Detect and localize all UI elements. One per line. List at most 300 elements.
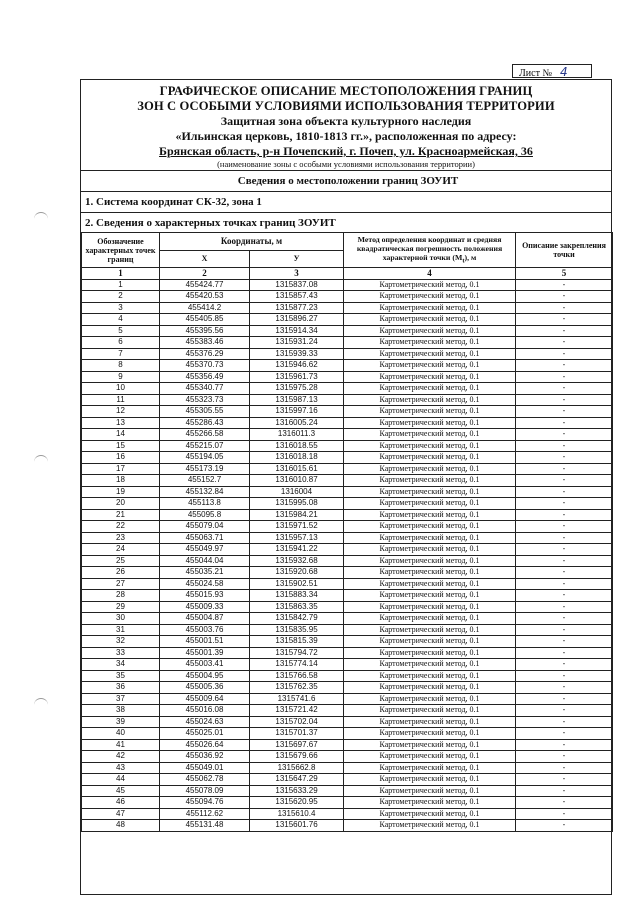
method-cell: Картометрический метод, 0.1 <box>344 705 516 717</box>
table-row <box>82 751 613 763</box>
sheet-number: 4 <box>559 65 568 79</box>
description-cell: - <box>516 728 613 740</box>
table-row <box>82 325 613 337</box>
x-coordinate-cell: 455044.04 <box>160 555 250 567</box>
method-cell: Картометрический метод, 0.1 <box>344 728 516 740</box>
y-coordinate-cell: 1315914.34 <box>250 325 344 337</box>
x-coordinate-cell: 455113.8 <box>160 498 250 510</box>
table-row <box>82 452 613 464</box>
table-row <box>82 383 613 395</box>
description-cell: - <box>516 337 613 349</box>
y-coordinate-cell: 1315931.24 <box>250 337 344 349</box>
y-coordinate-cell: 1315857.43 <box>250 291 344 303</box>
point-number-cell: 16 <box>82 452 160 464</box>
table-row <box>82 716 613 728</box>
x-coordinate-cell: 455009.64 <box>160 693 250 705</box>
y-coordinate-cell: 1315984.21 <box>250 509 344 521</box>
y-coordinate-cell: 1315701.37 <box>250 728 344 740</box>
point-number-cell: 1 <box>82 279 160 291</box>
y-coordinate-cell: 1315957.13 <box>250 532 344 544</box>
y-coordinate-cell: 1315835.95 <box>250 624 344 636</box>
method-cell: Картометрический метод, 0.1 <box>344 371 516 383</box>
table-row <box>82 578 613 590</box>
col-header-x: X <box>160 250 250 268</box>
points-title: 2. Сведения о характерных точках границ ЗОУИТ <box>81 212 611 232</box>
x-coordinate-cell: 455016.08 <box>160 705 250 717</box>
point-number-cell: 31 <box>82 624 160 636</box>
table-row <box>82 820 613 832</box>
point-number-cell: 5 <box>82 325 160 337</box>
description-cell: - <box>516 475 613 487</box>
table-row <box>82 440 613 452</box>
method-cell: Картометрический метод, 0.1 <box>344 774 516 786</box>
description-cell: - <box>516 532 613 544</box>
title-line-1: ГРАФИЧЕСКОЕ ОПИСАНИЕ МЕСТОПОЛОЖЕНИЯ ГРАНИЦ <box>159 84 533 98</box>
point-number-cell: 38 <box>82 705 160 717</box>
point-number-cell: 25 <box>82 555 160 567</box>
description-cell: - <box>516 820 613 832</box>
x-coordinate-cell: 455132.84 <box>160 486 250 498</box>
table-row <box>82 429 613 441</box>
method-cell: Картометрический метод, 0.1 <box>344 532 516 544</box>
description-cell: - <box>516 521 613 533</box>
x-coordinate-cell: 455063.71 <box>160 532 250 544</box>
point-number-cell: 11 <box>82 394 160 406</box>
punch-hole-mark <box>34 212 48 223</box>
description-cell: - <box>516 279 613 291</box>
y-coordinate-cell: 1315971.52 <box>250 521 344 533</box>
method-cell: Картометрический метод, 0.1 <box>344 567 516 579</box>
method-cell: Картометрический метод, 0.1 <box>344 360 516 372</box>
point-number-cell: 41 <box>82 739 160 751</box>
table-row <box>82 682 613 694</box>
method-cell: Картометрический метод, 0.1 <box>344 475 516 487</box>
point-number-cell: 4 <box>82 314 160 326</box>
method-cell: Картометрический метод, 0.1 <box>344 578 516 590</box>
point-number-cell: 7 <box>82 348 160 360</box>
method-header-sub: t <box>462 257 465 265</box>
point-number-cell: 30 <box>82 613 160 625</box>
description-cell: - <box>516 682 613 694</box>
y-coordinate-cell: 1315883.34 <box>250 590 344 602</box>
table-row <box>82 624 613 636</box>
point-number-cell: 32 <box>82 636 160 648</box>
description-cell: - <box>516 613 613 625</box>
col-header-method <box>344 233 516 268</box>
description-cell: - <box>516 797 613 809</box>
description-cell: - <box>516 325 613 337</box>
method-cell: Картометрический метод, 0.1 <box>344 555 516 567</box>
description-cell: - <box>516 417 613 429</box>
description-cell: - <box>516 739 613 751</box>
x-coordinate-cell: 455266.58 <box>160 429 250 441</box>
description-cell: - <box>516 452 613 464</box>
table-row <box>82 785 613 797</box>
description-cell: - <box>516 463 613 475</box>
method-cell: Картометрический метод, 0.1 <box>344 636 516 648</box>
point-number-cell: 17 <box>82 463 160 475</box>
point-number-cell: 43 <box>82 762 160 774</box>
method-cell: Картометрический метод, 0.1 <box>344 348 516 360</box>
table-row <box>82 739 613 751</box>
x-coordinate-cell: 455194.05 <box>160 452 250 464</box>
y-coordinate-cell: 1315620.95 <box>250 797 344 809</box>
description-cell: - <box>516 774 613 786</box>
table-row <box>82 590 613 602</box>
x-coordinate-cell: 455049.97 <box>160 544 250 556</box>
point-number-cell: 20 <box>82 498 160 510</box>
description-cell: - <box>516 601 613 613</box>
x-coordinate-cell: 455025.01 <box>160 728 250 740</box>
method-cell: Картометрический метод, 0.1 <box>344 682 516 694</box>
y-coordinate-cell: 1315794.72 <box>250 647 344 659</box>
point-number-cell: 6 <box>82 337 160 349</box>
method-cell: Картометрический метод, 0.1 <box>344 325 516 337</box>
point-number-cell: 36 <box>82 682 160 694</box>
method-cell: Картометрический метод, 0.1 <box>344 624 516 636</box>
x-coordinate-cell: 455131.48 <box>160 820 250 832</box>
point-number-cell: 12 <box>82 406 160 418</box>
description-cell: - <box>516 590 613 602</box>
col-num-3: 3 <box>250 268 344 280</box>
table-row <box>82 762 613 774</box>
x-coordinate-cell: 455395.56 <box>160 325 250 337</box>
table-row <box>82 498 613 510</box>
point-number-cell: 22 <box>82 521 160 533</box>
point-number-cell: 40 <box>82 728 160 740</box>
method-cell: Картометрический метод, 0.1 <box>344 509 516 521</box>
table-row <box>82 808 613 820</box>
point-number-cell: 18 <box>82 475 160 487</box>
method-header-text: Метод определения координат и средняя квадратическая погрешность положения характерной точки (M <box>356 234 503 262</box>
description-cell: - <box>516 716 613 728</box>
table-row <box>82 291 613 303</box>
y-coordinate-cell: 1316010.87 <box>250 475 344 487</box>
x-coordinate-cell: 455286.43 <box>160 417 250 429</box>
method-cell: Картометрический метод, 0.1 <box>344 406 516 418</box>
point-number-cell: 48 <box>82 820 160 832</box>
y-coordinate-cell: 1315842.79 <box>250 613 344 625</box>
x-coordinate-cell: 455305.55 <box>160 406 250 418</box>
y-coordinate-cell: 1315995.08 <box>250 498 344 510</box>
method-cell: Картометрический метод, 0.1 <box>344 693 516 705</box>
punch-hole-mark <box>34 455 48 466</box>
title-line-5: Брянская область, р-н Почепский, г. Почеп, ул. Красноармейская, 36 <box>159 144 533 158</box>
table-row <box>82 693 613 705</box>
y-coordinate-cell: 1315662.8 <box>250 762 344 774</box>
y-coordinate-cell: 1315766.58 <box>250 670 344 682</box>
method-cell: Картометрический метод, 0.1 <box>344 797 516 809</box>
col-header-desc: Описание закрепления точки <box>516 233 613 268</box>
y-coordinate-cell: 1315941.22 <box>250 544 344 556</box>
y-coordinate-cell: 1315762.35 <box>250 682 344 694</box>
col-num-5: 5 <box>516 268 613 280</box>
description-cell: - <box>516 360 613 372</box>
y-coordinate-cell: 1315987.13 <box>250 394 344 406</box>
point-number-cell: 14 <box>82 429 160 441</box>
y-coordinate-cell: 1315902.51 <box>250 578 344 590</box>
section-title: Сведения о местоположении границ ЗОУИТ <box>81 170 611 191</box>
x-coordinate-cell: 455009.33 <box>160 601 250 613</box>
method-cell: Картометрический метод, 0.1 <box>344 440 516 452</box>
x-coordinate-cell: 455340.77 <box>160 383 250 395</box>
method-cell: Картометрический метод, 0.1 <box>344 337 516 349</box>
table-row <box>82 348 613 360</box>
table-row <box>82 636 613 648</box>
y-coordinate-cell: 1315975.28 <box>250 383 344 395</box>
x-coordinate-cell: 455004.87 <box>160 613 250 625</box>
point-number-cell: 2 <box>82 291 160 303</box>
method-cell: Картометрический метод, 0.1 <box>344 785 516 797</box>
table-row <box>82 417 613 429</box>
description-cell: - <box>516 578 613 590</box>
point-number-cell: 39 <box>82 716 160 728</box>
x-coordinate-cell: 455005.36 <box>160 682 250 694</box>
table-row <box>82 659 613 671</box>
description-cell: - <box>516 429 613 441</box>
y-coordinate-cell: 1315896.27 <box>250 314 344 326</box>
x-coordinate-cell: 455112.62 <box>160 808 250 820</box>
x-coordinate-cell: 455001.39 <box>160 647 250 659</box>
description-cell: - <box>516 785 613 797</box>
method-cell: Картометрический метод, 0.1 <box>344 521 516 533</box>
table-row <box>82 406 613 418</box>
x-coordinate-cell: 455004.95 <box>160 670 250 682</box>
y-coordinate-cell: 1316011.3 <box>250 429 344 441</box>
x-coordinate-cell: 455035.21 <box>160 567 250 579</box>
x-coordinate-cell: 455003.41 <box>160 659 250 671</box>
col-header-point: Обозначение характерных точек границ <box>82 233 160 268</box>
description-cell: - <box>516 636 613 648</box>
table-row <box>82 486 613 498</box>
method-cell: Картометрический метод, 0.1 <box>344 716 516 728</box>
table-row <box>82 774 613 786</box>
table-row <box>82 705 613 717</box>
description-cell: - <box>516 544 613 556</box>
x-coordinate-cell: 455215.07 <box>160 440 250 452</box>
table-row <box>82 670 613 682</box>
y-coordinate-cell: 1315741.6 <box>250 693 344 705</box>
y-coordinate-cell: 1315702.04 <box>250 716 344 728</box>
method-cell: Картометрический метод, 0.1 <box>344 417 516 429</box>
y-coordinate-cell: 1315697.67 <box>250 739 344 751</box>
y-coordinate-cell: 1315877.23 <box>250 302 344 314</box>
point-number-cell: 26 <box>82 567 160 579</box>
method-cell: Картометрический метод, 0.1 <box>344 291 516 303</box>
description-cell: - <box>516 371 613 383</box>
point-number-cell: 15 <box>82 440 160 452</box>
description-cell: - <box>516 670 613 682</box>
col-header-coords: Координаты, м <box>160 233 344 251</box>
sheet-label: Лист № <box>519 68 552 79</box>
y-coordinate-cell: 1315946.62 <box>250 360 344 372</box>
y-coordinate-cell: 1315679.66 <box>250 751 344 763</box>
point-number-cell: 3 <box>82 302 160 314</box>
coordinate-system: 1. Система координат СК-32, зона 1 <box>81 191 611 212</box>
y-coordinate-cell: 1315721.42 <box>250 705 344 717</box>
point-number-cell: 13 <box>82 417 160 429</box>
description-cell: - <box>516 624 613 636</box>
y-coordinate-cell: 1315837.08 <box>250 279 344 291</box>
method-cell: Картометрический метод, 0.1 <box>344 383 516 395</box>
method-cell: Картометрический метод, 0.1 <box>344 808 516 820</box>
title-line-2: ЗОН С ОСОБЫМИ УСЛОВИЯМИ ИСПОЛЬЗОВАНИЯ ТЕРРИТОРИИ <box>137 99 555 113</box>
y-coordinate-cell: 1316004 <box>250 486 344 498</box>
method-cell: Картометрический метод, 0.1 <box>344 463 516 475</box>
description-cell: - <box>516 509 613 521</box>
y-coordinate-cell: 1315633.29 <box>250 785 344 797</box>
x-coordinate-cell: 455370.73 <box>160 360 250 372</box>
y-coordinate-cell: 1315939.33 <box>250 348 344 360</box>
y-coordinate-cell: 1315863.35 <box>250 601 344 613</box>
x-coordinate-cell: 455376.29 <box>160 348 250 360</box>
table-row <box>82 302 613 314</box>
y-coordinate-cell: 1315601.76 <box>250 820 344 832</box>
table-row <box>82 463 613 475</box>
x-coordinate-cell: 455094.76 <box>160 797 250 809</box>
x-coordinate-cell: 455414.2 <box>160 302 250 314</box>
title-line-3: Защитная зона объекта культурного наследия <box>220 114 472 128</box>
title-block <box>81 80 611 170</box>
x-coordinate-cell: 455095.8 <box>160 509 250 521</box>
method-cell: Картометрический метод, 0.1 <box>344 601 516 613</box>
y-coordinate-cell: 1315961.73 <box>250 371 344 383</box>
x-coordinate-cell: 455036.92 <box>160 751 250 763</box>
description-cell: - <box>516 555 613 567</box>
col-header-y: У <box>250 250 344 268</box>
description-cell: - <box>516 383 613 395</box>
points-table-body <box>82 279 613 831</box>
description-cell: - <box>516 302 613 314</box>
table-row <box>82 337 613 349</box>
point-number-cell: 29 <box>82 601 160 613</box>
method-cell: Картометрический метод, 0.1 <box>344 762 516 774</box>
description-cell: - <box>516 291 613 303</box>
table-row <box>82 279 613 291</box>
description-cell: - <box>516 394 613 406</box>
table-row <box>82 360 613 372</box>
description-cell: - <box>516 440 613 452</box>
table-row <box>82 601 613 613</box>
col-num-1: 1 <box>82 268 160 280</box>
point-number-cell: 27 <box>82 578 160 590</box>
x-coordinate-cell: 455078.09 <box>160 785 250 797</box>
method-cell: Картометрический метод, 0.1 <box>344 659 516 671</box>
method-cell: Картометрический метод, 0.1 <box>344 613 516 625</box>
x-coordinate-cell: 455424.77 <box>160 279 250 291</box>
col-num-4: 4 <box>344 268 516 280</box>
point-number-cell: 24 <box>82 544 160 556</box>
y-coordinate-cell: 1316018.55 <box>250 440 344 452</box>
method-cell: Картометрический метод, 0.1 <box>344 739 516 751</box>
point-number-cell: 42 <box>82 751 160 763</box>
point-number-cell: 8 <box>82 360 160 372</box>
table-row <box>82 371 613 383</box>
y-coordinate-cell: 1315610.4 <box>250 808 344 820</box>
method-cell: Картометрический метод, 0.1 <box>344 544 516 556</box>
description-cell: - <box>516 314 613 326</box>
y-coordinate-cell: 1315815.39 <box>250 636 344 648</box>
x-coordinate-cell: 455173.19 <box>160 463 250 475</box>
point-number-cell: 44 <box>82 774 160 786</box>
x-coordinate-cell: 455015.93 <box>160 590 250 602</box>
table-row <box>82 555 613 567</box>
method-cell: Картометрический метод, 0.1 <box>344 498 516 510</box>
y-coordinate-cell: 1315932.68 <box>250 555 344 567</box>
description-cell: - <box>516 486 613 498</box>
table-row <box>82 394 613 406</box>
point-number-cell: 9 <box>82 371 160 383</box>
point-number-cell: 23 <box>82 532 160 544</box>
title-line-4: «Ильинская церковь, 1810-1813 гг.», расположенная по адресу: <box>175 129 517 143</box>
table-row <box>82 314 613 326</box>
method-cell: Картометрический метод, 0.1 <box>344 670 516 682</box>
method-cell: Картометрический метод, 0.1 <box>344 279 516 291</box>
x-coordinate-cell: 455062.78 <box>160 774 250 786</box>
method-cell: Картометрический метод, 0.1 <box>344 647 516 659</box>
title-caption: (наименование зоны с особыми условиями использования территории) <box>217 159 475 169</box>
x-coordinate-cell: 455026.64 <box>160 739 250 751</box>
method-header-tail: ), м <box>464 252 477 262</box>
x-coordinate-cell: 455079.04 <box>160 521 250 533</box>
description-cell: - <box>516 659 613 671</box>
x-coordinate-cell: 455405.85 <box>160 314 250 326</box>
x-coordinate-cell: 455024.58 <box>160 578 250 590</box>
y-coordinate-cell: 1315774.14 <box>250 659 344 671</box>
table-row <box>82 797 613 809</box>
x-coordinate-cell: 455420.53 <box>160 291 250 303</box>
table-row <box>82 532 613 544</box>
description-cell: - <box>516 348 613 360</box>
description-cell: - <box>516 567 613 579</box>
point-number-cell: 28 <box>82 590 160 602</box>
point-number-cell: 19 <box>82 486 160 498</box>
table-row <box>82 544 613 556</box>
table-row <box>82 509 613 521</box>
method-cell: Картометрический метод, 0.1 <box>344 820 516 832</box>
method-cell: Картометрический метод, 0.1 <box>344 394 516 406</box>
description-cell: - <box>516 498 613 510</box>
table-row <box>82 647 613 659</box>
description-cell: - <box>516 406 613 418</box>
x-coordinate-cell: 455049.01 <box>160 762 250 774</box>
description-cell: - <box>516 705 613 717</box>
method-cell: Картометрический метод, 0.1 <box>344 486 516 498</box>
y-coordinate-cell: 1316005.24 <box>250 417 344 429</box>
point-number-cell: 34 <box>82 659 160 671</box>
description-cell: - <box>516 751 613 763</box>
table-row <box>82 728 613 740</box>
point-number-cell: 47 <box>82 808 160 820</box>
x-coordinate-cell: 455356.49 <box>160 371 250 383</box>
y-coordinate-cell: 1315647.29 <box>250 774 344 786</box>
x-coordinate-cell: 455024.63 <box>160 716 250 728</box>
point-number-cell: 33 <box>82 647 160 659</box>
method-cell: Картометрический метод, 0.1 <box>344 314 516 326</box>
description-cell: - <box>516 693 613 705</box>
x-coordinate-cell: 455383.46 <box>160 337 250 349</box>
table-row <box>82 475 613 487</box>
description-cell: - <box>516 808 613 820</box>
method-cell: Картометрический метод, 0.1 <box>344 590 516 602</box>
y-coordinate-cell: 1315997.16 <box>250 406 344 418</box>
point-number-cell: 45 <box>82 785 160 797</box>
x-coordinate-cell: 455152.7 <box>160 475 250 487</box>
sheet-number-box <box>512 64 592 78</box>
col-num-2: 2 <box>160 268 250 280</box>
point-number-cell: 10 <box>82 383 160 395</box>
punch-hole-mark <box>34 698 48 709</box>
